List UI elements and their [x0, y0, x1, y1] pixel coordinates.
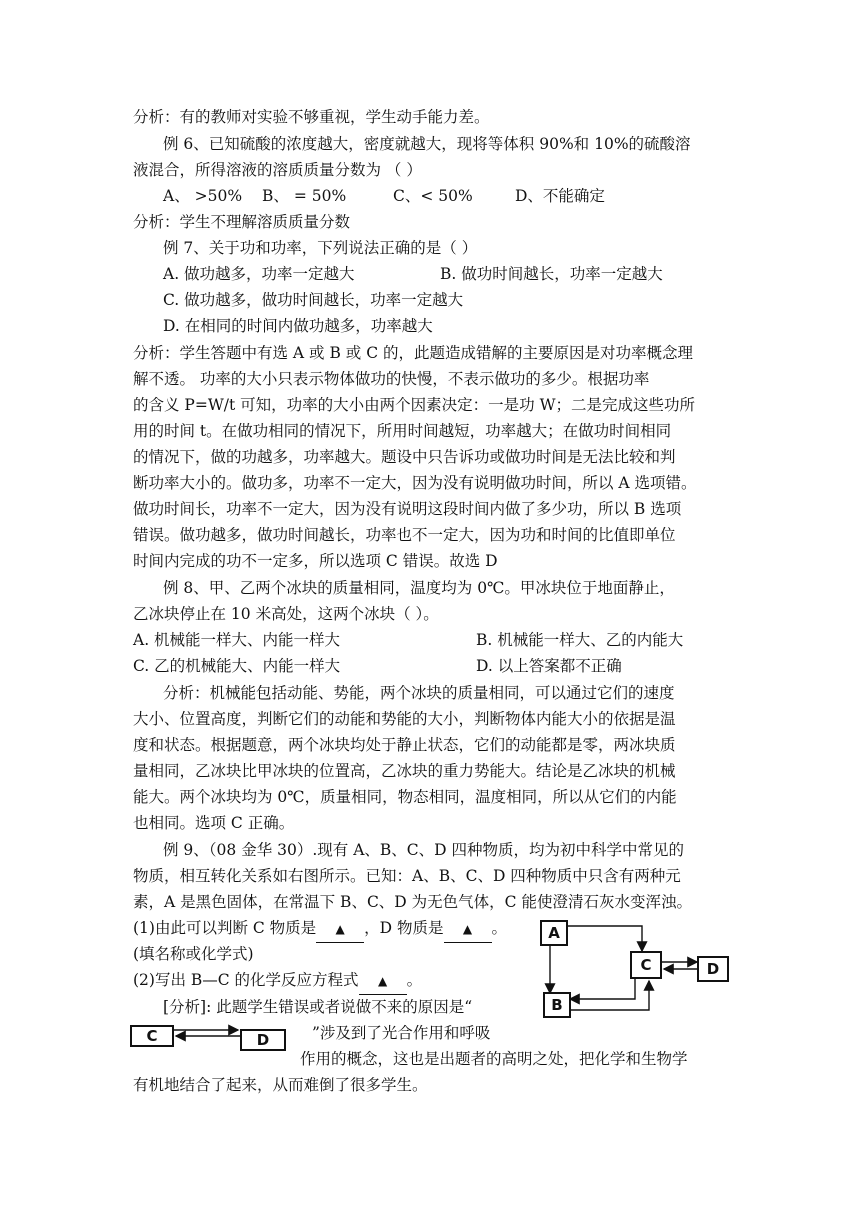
example-7-stem: 例 7、关于功和功率，下列说法正确的是（ ） [163, 239, 478, 257]
example-6-option-c: C、< 50% [393, 187, 473, 205]
example-7-option-b: B. 做功时间越长，功率一定越大 [440, 265, 663, 283]
analysis-8-line-2: 大小、位置高度，判断它们的动能和势能的大小，判断物体内能大小的依据是温 [133, 710, 676, 728]
example-7-option-a: A. 做功越多，功率一定越大 [163, 265, 355, 283]
example-6-option-d: D、不能确定 [515, 187, 605, 205]
diagram-box-c: C [630, 951, 662, 979]
analysis-7-line-8: 错误。做功越多，做功时间越长，功率也不一定大，因为功和时间的比值即单位 [133, 526, 676, 544]
answer-blank-equation [359, 967, 407, 995]
analysis-8-line-5: 能大。两个冰块均为 0℃，质量相同，物态相同，温度相同，所以从它们的内能 [133, 788, 677, 806]
example-8-option-d: D. 以上答案都不正确 [476, 657, 622, 675]
arrow-a-to-c [567, 926, 642, 951]
transformation-diagram-arrows [535, 915, 765, 1055]
answer-blank-d [444, 915, 492, 943]
answer-blank-c [316, 915, 364, 943]
example-6-line-2: 液混合，所得溶液的溶质质量分数为 （ ） [133, 161, 422, 179]
analysis-9-line-2: ”涉及到了光合作用和呼吸 [312, 1024, 491, 1042]
triangle-icon: ▲ [377, 974, 388, 988]
analysis-line-1: 分析：有的教师对实验不够重视，学生动手能力差。 [133, 108, 490, 126]
example-8-option-c: C. 乙的机械能大、内能一样大 [133, 657, 341, 675]
analysis-9-line-3: 作用的概念，这也是出题者的高明之处，把化学和生物学 [300, 1050, 688, 1068]
example-9-fill-hint: (填名称或化学式) [133, 945, 254, 963]
analysis-8-line-1: 分析：机械能包括动能、势能，两个冰块的质量相同，可以通过它们的速度 [163, 684, 675, 702]
triangle-icon: ▲ [335, 922, 345, 936]
example-7-option-c: C. 做功越多，做功时间越长，功率一定越大 [163, 291, 464, 309]
diagram-box-b: B [543, 992, 571, 1018]
analysis-8-line-6: 也相同。选项 C 正确。 [133, 814, 295, 832]
triangle-icon: ▲ [462, 922, 473, 936]
example-9-question-1 [133, 915, 507, 943]
example-9-line-3: 素，A 是黑色固体，在常温下 B、C、D 为无色气体，C 能使澄清石灰水变浑浊。 [133, 893, 692, 911]
diagram-box-a: A [540, 920, 568, 946]
analysis-7-line-4: 用的时间 t。在做功相同的情况下，所用时间越短，功率越大；在做功时间相同 [133, 422, 672, 440]
arrow-b-to-c [570, 981, 649, 1010]
inline-box-d: D [240, 1029, 286, 1051]
example-8-option-a: A. 机械能一样大、内能一样大 [133, 631, 341, 649]
example-8-option-b: B. 机械能一样大、乙的内能大 [476, 631, 684, 649]
example-9-line-2: 物质，相互转化关系如右图所示。已知：A、B、C、D 四种物质中只含有两种元 [133, 867, 681, 885]
question-2-text-b: 。 [406, 971, 423, 989]
analysis-8-line-3: 度和状态。根据题意，两个冰块均处于静止状态，它们的动能都是零，两冰块质 [133, 736, 676, 754]
diagram-box-d: D [697, 956, 729, 982]
example-6-option-b: B、 = 50% [262, 187, 347, 205]
analysis-7-line-1: 分析：学生答题中有选 A 或 B 或 C 的，此题造成错解的主要原因是对功率概念理 [133, 344, 694, 362]
analysis-7-line-2: 解不透。 功率的大小只表示物体做功的快慢，不表示做功的多少。根据功率 [133, 370, 650, 388]
example-9-question-2 [133, 967, 422, 995]
analysis-7-line-9: 时间内完成的功不一定多，所以选项 C 错误。故选 D [133, 552, 498, 570]
analysis-7-line-7: 做功时间长，功率不一定大，因为没有说明这段时间内做了多少功，所以 B 选项 [133, 500, 682, 518]
analysis-9-line-4: 有机地结合了起来，从而难倒了很多学生。 [133, 1076, 428, 1094]
example-7-option-d: D. 在相同的时间内做功越多，功率越大 [163, 317, 433, 335]
question-1-text-c: 。 [491, 919, 508, 937]
analysis-7-line-6: 断功率大小的。做功多，功率不一定大，因为没有说明做功时间，所以 A 选项错。 [133, 474, 697, 492]
example-9-line-1: 例 9、（08 金华 30）.现有 A、B、C、D 四种物质，均为初中科学中常见的 [163, 841, 684, 859]
question-1-text-b: ，D 物质是 [364, 919, 444, 937]
inline-box-c: C [130, 1025, 174, 1047]
question-2-text-a: (2)写出 B—C 的化学反应方程式 [133, 971, 359, 989]
arrow-c-to-b [570, 978, 635, 999]
analysis-line-2: 分析：学生不理解溶质质量分数 [133, 213, 351, 231]
analysis-8-line-4: 量相同，乙冰块比甲冰块的位置高，乙冰块的重力势能大。结论是乙冰块的机械 [133, 762, 676, 780]
example-8-line-1: 例 8、甲、乙两个冰块的质量相同，温度均为 0℃。甲冰块位于地面静止， [163, 579, 675, 597]
analysis-7-line-5: 的情况下，做的功越多，功率越大。题设中只告诉功或做功时间是无法比较和判 [133, 448, 676, 466]
question-1-text-a: (1)由此可以判断 C 物质是 [133, 919, 317, 937]
example-8-line-2: 乙冰块停止在 10 米高处，这两个冰块（ ）。 [133, 605, 439, 623]
analysis-9-line-1: [分析]: 此题学生错误或者说做不来的原因是“ [163, 998, 473, 1016]
analysis-7-line-3: 的含义 P=W/t 可知，功率的大小由两个因素决定：一是功 W；二是完成这些功所 [133, 396, 696, 414]
example-6-line-1: 例 6、已知硫酸的浓度越大，密度就越大，现将等体积 90%和 10%的硫酸溶 [163, 135, 691, 153]
example-6-option-a: A、 >50% [163, 187, 243, 205]
